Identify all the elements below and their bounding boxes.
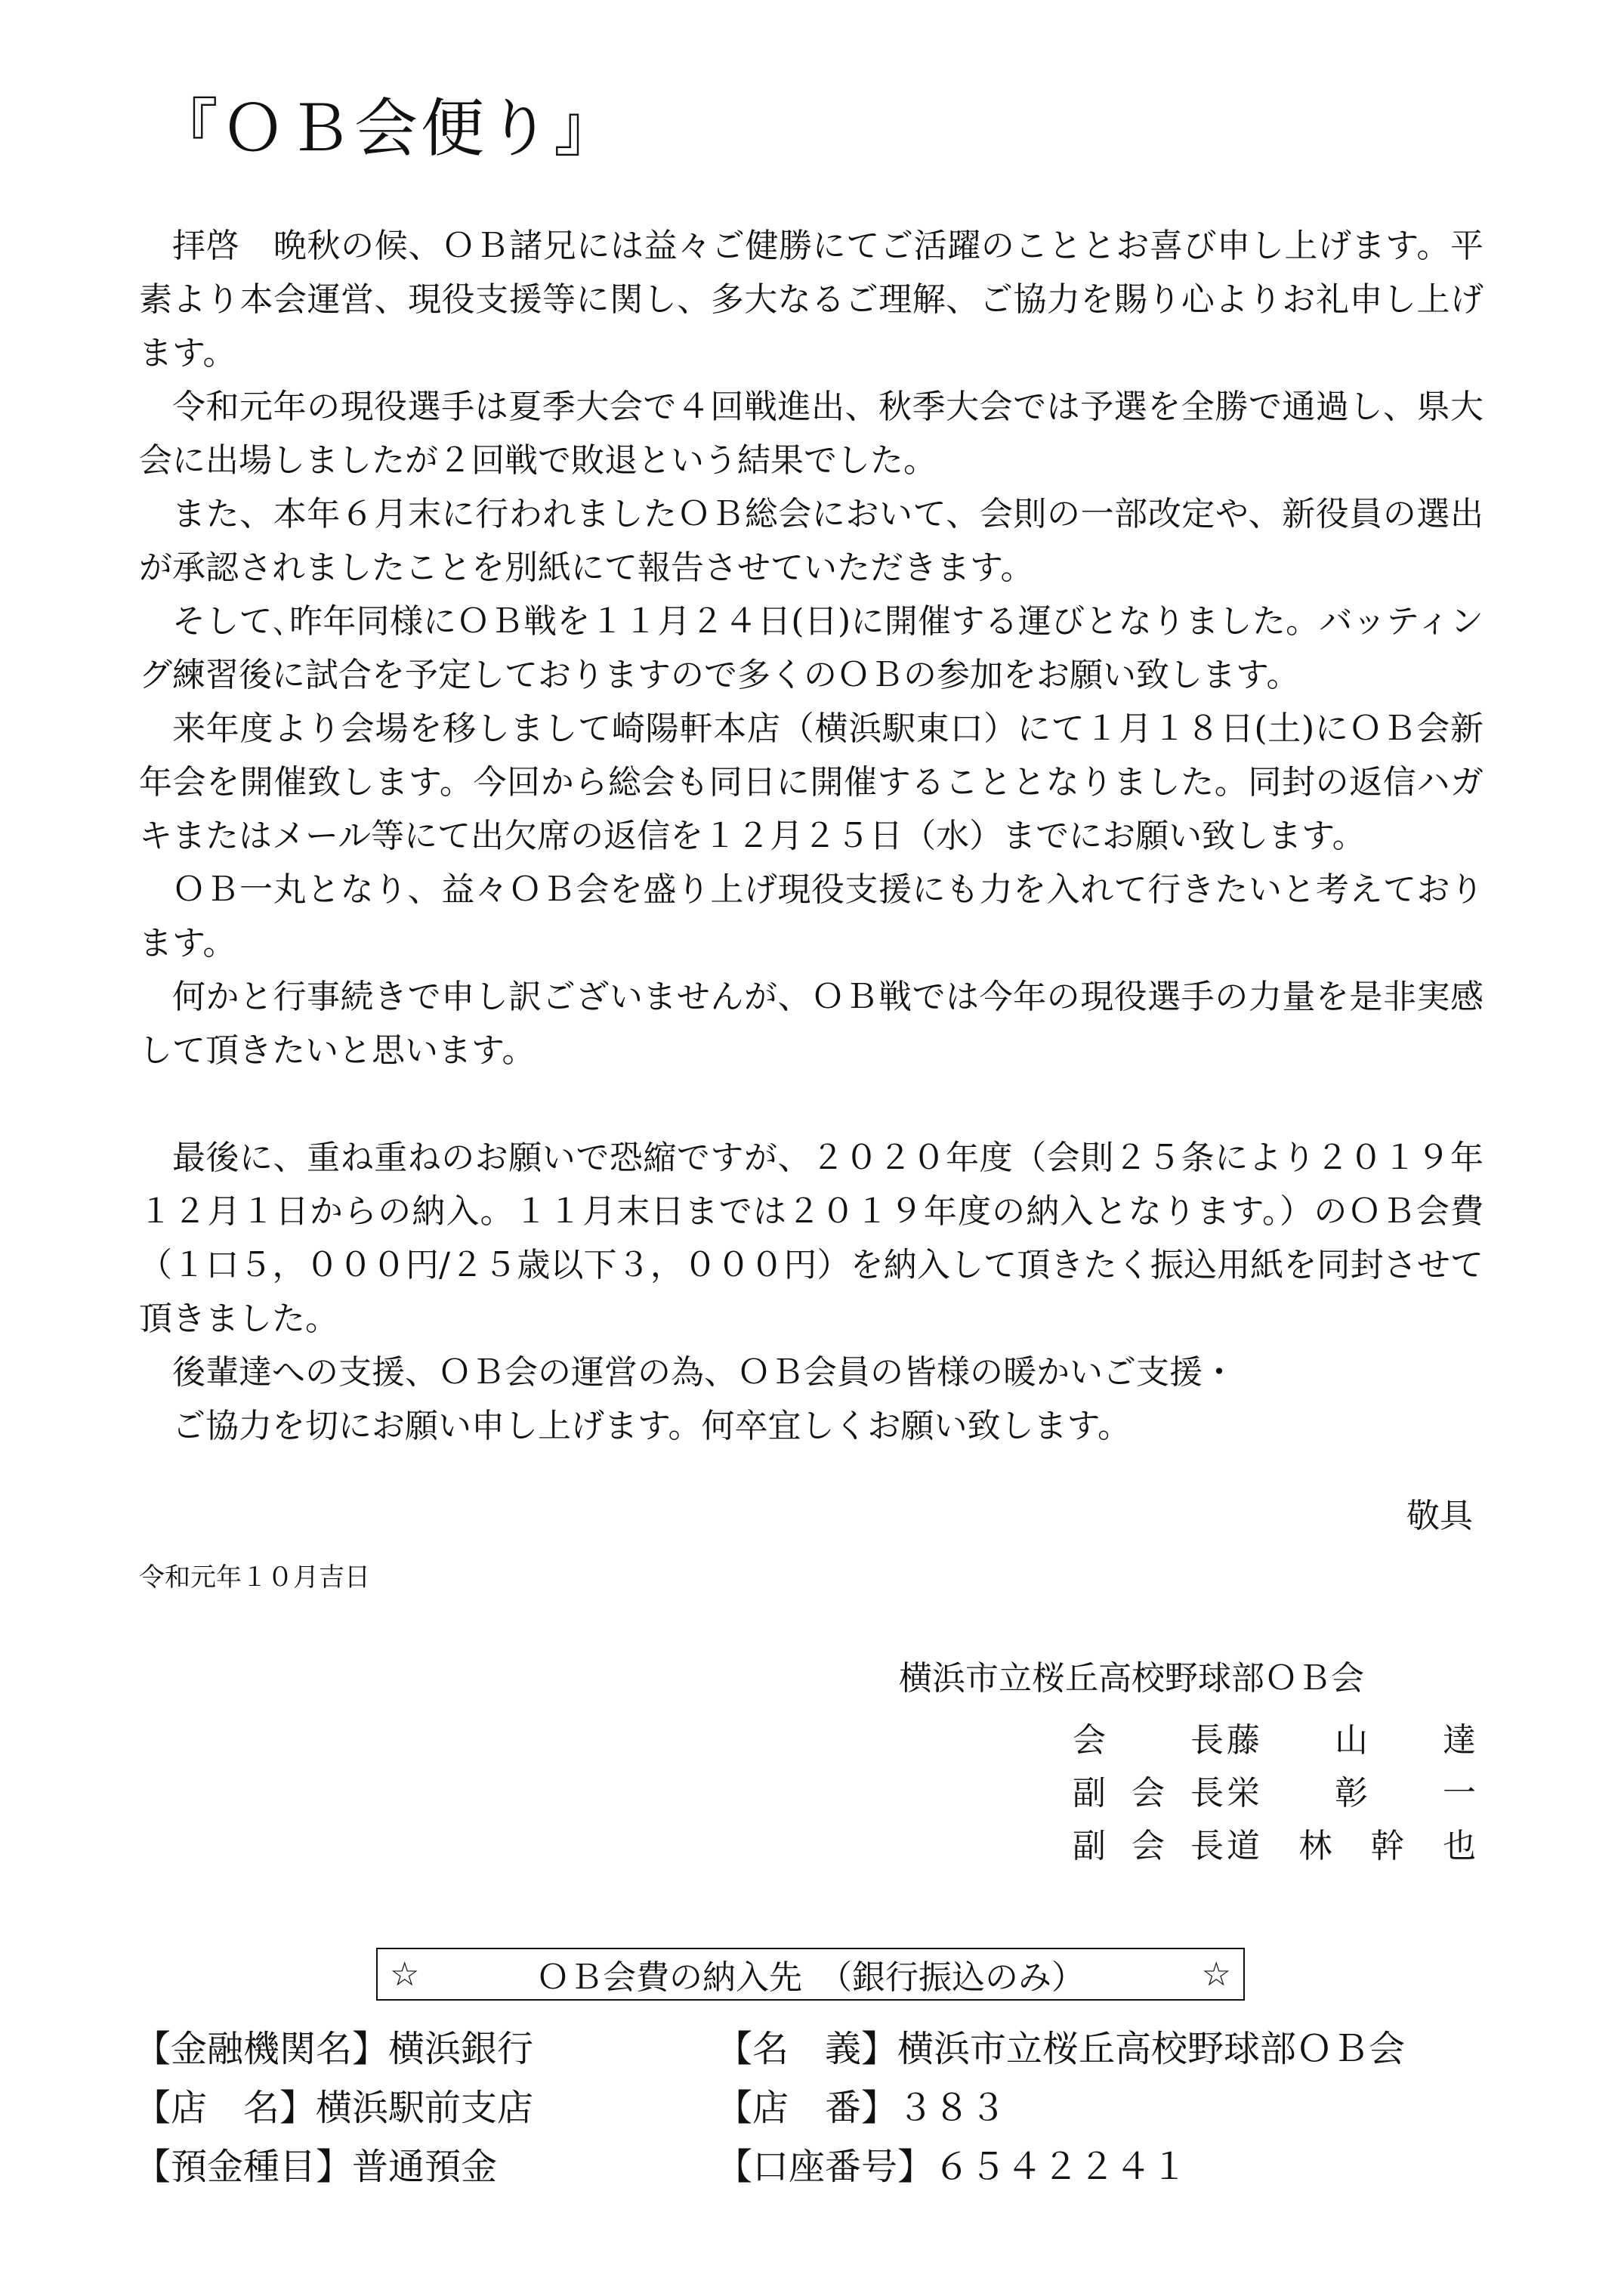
bank-institution: 【金融機関名】横浜銀行 xyxy=(134,2027,534,2070)
letter-date: 令和元年１０月吉日 xyxy=(139,1562,370,1593)
star-icon: ☆ xyxy=(1201,1955,1231,1994)
officer-name: 栄彰一 xyxy=(1227,1774,1476,1812)
officer-role: 会長 xyxy=(1073,1721,1224,1760)
letter-body xyxy=(139,219,1484,1453)
paragraph-request-2: ご協力を切にお願い申し上げます。何卒宜しくお願い致します。 xyxy=(172,1407,1131,1445)
bank-branch: 【店 名】横浜駅前支店 xyxy=(134,2086,534,2129)
branch-number: 【店 番】３８３ xyxy=(716,2086,1007,2129)
paragraph-request-1: 後輩達への支援、ＯＢ会の運営の為、ＯＢ会員の皆様の暖かいご支援・ xyxy=(172,1353,1236,1392)
officer-list xyxy=(1073,1713,1476,1871)
organization-name: 横浜市立桜丘高校野球部ＯＢ会 xyxy=(899,1659,1364,1698)
account-holder: 【名 義】横浜市立桜丘高校野球部ＯＢ会 xyxy=(716,2027,1406,2070)
payment-destination-box xyxy=(376,1948,1245,2001)
bank-details xyxy=(134,2016,1494,2193)
paragraph-apology: 何かと行事続きで申し訳ございませんが、ＯＢ戦では今年の現役選手の力量を是非実感して頂きたいと思います。 xyxy=(139,978,1484,1070)
paragraph-membership-fee: 最後に、重ね重ねのお願いで恐縮ですが、２０２０年度（会則２５条により２０１９年１２月１日からの納入。１１月末日までは２０１９年度の納入となります。）のＯＢ会費（１口５，０００円/２５歳以下３，０００円）を納入して頂きたく振込用紙を同封させて頂きました。 xyxy=(139,1139,1484,1338)
paragraph-support: ＯＢ一丸となり、益々ＯＢ会を盛り上げ現役支援にも力を入れて行きたいと考えております。 xyxy=(139,870,1484,963)
bank-detail-row xyxy=(134,2134,1494,2193)
paragraph-general-meeting: また、本年６月末に行われましたＯＢ総会において、会則の一部改定や、新役員の選出が承認されましたことを別紙にて報告させていただきます。 xyxy=(139,495,1484,587)
bank-detail-row xyxy=(134,2016,1494,2075)
star-icon: ☆ xyxy=(390,1955,420,1994)
deposit-type: 【預金種目】普通預金 xyxy=(134,2145,498,2188)
paragraph-team-results: 令和元年の現役選手は夏季大会で４回戦進出、秋季大会では予選を全勝で通過し、県大会に出場しましたが２回戦で敗退という結果でした。 xyxy=(139,388,1484,480)
officer-name: 道林幹也 xyxy=(1227,1827,1476,1865)
account-number: 【口座番号】６５４２２４１ xyxy=(716,2145,1188,2188)
payment-destination-title: ＯＢ会費の納入先 （銀行振込のみ） xyxy=(536,1958,1085,1997)
officer-row xyxy=(1073,1713,1476,1766)
officer-role: 副会長 xyxy=(1073,1774,1224,1812)
paragraph-greeting: 拝啓 晩秋の候、ＯＢ諸兄には益々ご健勝にてご活躍のこととお喜び申し上げます。平素より本会運営、現役支援等に関し、多大なるご理解、ご協力を賜り心よりお礼申し上げます。 xyxy=(139,227,1484,372)
page-title: 『ＯＢ会便り』 xyxy=(155,91,621,165)
paragraph-ob-game: そして､昨年同様にＯＢ戦を１１月２４日(日)に開催する運びとなりました。バッティング練習後に試合を予定しておりますので多くのＯＢの参加をお願い致します。 xyxy=(139,602,1484,694)
officer-name: 藤山達 xyxy=(1227,1721,1476,1760)
officer-role: 副会長 xyxy=(1073,1827,1224,1865)
officer-row xyxy=(1073,1819,1476,1871)
bank-detail-row xyxy=(134,2075,1494,2134)
closing-word: 敬具 xyxy=(1406,1497,1473,1535)
paragraph-new-year-party: 来年度より会場を移しまして崎陽軒本店（横浜駅東口）にて１月１８日(土)にＯＢ会新年会を開催致します。今回から総会も同日に開催することとなりました。同封の返信ハガキまたはメール等にて出欠席の返信を１２月２５日（水）までにお願い致します。 xyxy=(139,709,1484,855)
officer-row xyxy=(1073,1766,1476,1819)
